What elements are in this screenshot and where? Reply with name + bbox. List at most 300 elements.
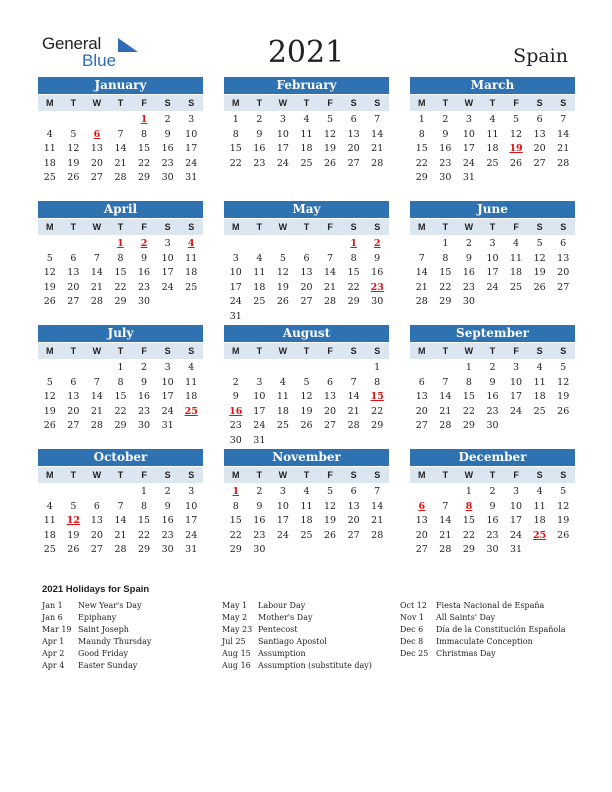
day-cell: 7 xyxy=(374,114,381,125)
weekday-label: S xyxy=(188,222,195,232)
holiday-name: New Year's Day xyxy=(78,601,142,610)
holiday-name: Día de la Constitución Española xyxy=(436,625,566,634)
day-cell: 24 xyxy=(161,281,174,293)
day-cell: 12 xyxy=(324,128,337,140)
day-cell: 6 xyxy=(327,376,334,388)
day-cell: 30 xyxy=(161,544,174,556)
day-cell: 1 xyxy=(141,486,148,497)
day-cell: 20 xyxy=(557,267,570,279)
day-cell: 24 xyxy=(185,157,198,169)
day-cell: 4 xyxy=(279,376,286,388)
month-december xyxy=(410,449,575,558)
day-cell: 17 xyxy=(510,515,523,527)
day-cell: 9 xyxy=(489,500,496,512)
day-cell: 27 xyxy=(90,172,103,184)
month-title: April xyxy=(38,201,203,218)
day-cell: 15 xyxy=(114,391,127,403)
day-cell: 25 xyxy=(185,281,198,293)
empty-cell xyxy=(62,113,86,128)
month-august xyxy=(224,325,389,449)
day-cell: 3 xyxy=(164,238,171,249)
day-cell: 31 xyxy=(462,172,475,184)
day-cell: 6 xyxy=(418,376,425,388)
day-cell: 21 xyxy=(90,405,103,417)
holiday-day-cell: 2 xyxy=(140,238,148,249)
weekday-label: W xyxy=(464,470,474,480)
day-cell: 29 xyxy=(114,296,127,308)
day-cell: 21 xyxy=(90,281,103,293)
month-title: July xyxy=(38,325,203,342)
day-cell: 4 xyxy=(513,238,520,249)
day-cell: 4 xyxy=(188,362,195,373)
day-cell: 10 xyxy=(276,500,289,512)
weekday-label: W xyxy=(464,98,474,108)
day-cell: 17 xyxy=(185,143,198,155)
weekday-label: F xyxy=(327,98,333,108)
day-cell: 22 xyxy=(229,529,242,541)
day-cell: 10 xyxy=(486,252,499,264)
day-cell: 21 xyxy=(371,143,384,155)
empty-cell xyxy=(224,361,248,376)
weekday-header xyxy=(38,95,203,111)
day-cell: 26 xyxy=(67,172,80,184)
weekday-label: M xyxy=(418,470,426,480)
weekday-label: M xyxy=(46,346,54,356)
day-cell: 5 xyxy=(560,362,567,373)
weekday-label: S xyxy=(350,98,357,108)
weekday-label: F xyxy=(513,470,519,480)
day-cell: 18 xyxy=(486,143,499,155)
month-title: January xyxy=(38,77,203,94)
day-cell: 14 xyxy=(439,515,452,527)
day-cell: 13 xyxy=(90,143,103,155)
day-cell: 22 xyxy=(138,157,151,169)
holiday-name: Labour Day xyxy=(258,601,306,610)
country-name: Spain xyxy=(513,45,568,67)
day-cell: 11 xyxy=(510,252,523,264)
day-cell: 7 xyxy=(117,128,124,140)
day-cell: 21 xyxy=(439,529,452,541)
empty-cell xyxy=(109,113,133,128)
holiday-name: Epiphany xyxy=(78,613,117,622)
day-cell: 21 xyxy=(371,515,384,527)
day-cell: 1 xyxy=(374,362,381,373)
day-cell: 9 xyxy=(164,500,171,512)
day-cell: 15 xyxy=(462,515,475,527)
empty-cell xyxy=(434,361,458,376)
day-cell: 26 xyxy=(276,296,289,308)
month-july xyxy=(38,325,203,434)
empty-cell xyxy=(85,485,109,500)
day-cell: 21 xyxy=(557,143,570,155)
weekday-label: T xyxy=(303,222,310,232)
day-cell: 5 xyxy=(279,252,286,264)
day-cell: 21 xyxy=(347,405,360,417)
logo-text-general: General xyxy=(42,34,102,53)
day-cell: 25 xyxy=(300,157,313,169)
day-cell: 18 xyxy=(185,267,198,279)
day-grid xyxy=(38,485,203,558)
weekday-label: S xyxy=(536,346,543,356)
day-cell: 30 xyxy=(138,420,151,432)
day-cell: 22 xyxy=(138,529,151,541)
day-cell: 20 xyxy=(347,143,360,155)
empty-cell xyxy=(410,237,434,252)
day-cell: 11 xyxy=(486,128,499,140)
day-cell: 13 xyxy=(557,252,570,264)
day-cell: 4 xyxy=(303,114,310,125)
day-grid xyxy=(410,485,575,558)
day-cell: 28 xyxy=(114,172,127,184)
day-cell: 10 xyxy=(185,128,198,140)
day-cell: 17 xyxy=(161,267,174,279)
holiday-date: Apr 4 xyxy=(42,661,65,670)
day-cell: 9 xyxy=(442,128,449,140)
month-title: May xyxy=(224,201,389,218)
day-cell: 5 xyxy=(70,128,77,140)
day-grid xyxy=(224,113,389,171)
weekday-label: W xyxy=(278,222,288,232)
day-cell: 16 xyxy=(138,391,151,403)
weekday-label: T xyxy=(256,470,263,480)
month-title: October xyxy=(38,449,203,466)
day-cell: 12 xyxy=(300,391,313,403)
day-cell: 14 xyxy=(371,128,384,140)
holiday-day-cell: 1 xyxy=(140,114,148,125)
day-cell: 10 xyxy=(510,376,523,388)
day-cell: 20 xyxy=(300,281,313,293)
day-cell: 28 xyxy=(371,157,384,169)
holiday-date: Apr 2 xyxy=(42,649,65,658)
day-cell: 16 xyxy=(253,143,266,155)
day-cell: 30 xyxy=(253,544,266,556)
empty-cell xyxy=(318,361,342,376)
day-cell: 6 xyxy=(303,252,310,264)
weekday-header xyxy=(224,343,389,359)
day-cell: 8 xyxy=(141,500,148,512)
day-cell: 19 xyxy=(557,515,570,527)
day-cell: 24 xyxy=(276,157,289,169)
day-cell: 13 xyxy=(415,391,428,403)
day-cell: 10 xyxy=(276,128,289,140)
day-grid xyxy=(38,237,203,310)
day-cell: 12 xyxy=(43,267,56,279)
day-cell: 8 xyxy=(350,252,357,264)
day-cell: 6 xyxy=(93,500,100,512)
holiday-entry xyxy=(42,660,151,672)
day-cell: 24 xyxy=(185,529,198,541)
weekday-header xyxy=(224,467,389,483)
day-cell: 11 xyxy=(276,391,289,403)
day-cell: 18 xyxy=(43,157,56,169)
holiday-date: Dec 25 xyxy=(400,649,429,658)
day-cell: 16 xyxy=(462,267,475,279)
day-cell: 23 xyxy=(138,281,151,293)
weekday-label: W xyxy=(92,470,102,480)
holiday-name: Fiesta Nacional de España xyxy=(436,601,545,610)
empty-cell xyxy=(271,237,295,252)
month-november xyxy=(224,449,389,558)
day-cell: 11 xyxy=(185,252,198,264)
day-cell: 2 xyxy=(141,362,148,373)
empty-cell xyxy=(342,361,366,376)
day-cell: 3 xyxy=(513,486,520,497)
day-cell: 23 xyxy=(229,420,242,432)
holiday-entry xyxy=(400,600,566,612)
month-february xyxy=(224,77,389,171)
day-cell: 2 xyxy=(256,486,263,497)
day-cell: 18 xyxy=(253,281,266,293)
day-cell: 29 xyxy=(138,172,151,184)
day-cell: 12 xyxy=(533,252,546,264)
day-cell: 23 xyxy=(138,405,151,417)
weekday-label: S xyxy=(536,222,543,232)
day-cell: 14 xyxy=(324,267,337,279)
day-cell: 11 xyxy=(300,500,313,512)
day-grid xyxy=(410,361,575,434)
weekday-label: W xyxy=(464,346,474,356)
weekday-label: F xyxy=(513,346,519,356)
day-cell: 16 xyxy=(486,391,499,403)
day-cell: 7 xyxy=(93,252,100,264)
holiday-date: Nov 1 xyxy=(400,613,424,622)
holiday-entry xyxy=(400,624,566,636)
empty-cell xyxy=(318,237,342,252)
holiday-name: Maundy Thursday xyxy=(78,637,152,646)
day-cell: 9 xyxy=(164,128,171,140)
holiday-date: Oct 12 xyxy=(400,601,427,610)
day-cell: 6 xyxy=(70,252,77,264)
holidays-title: 2021 Holidays for Spain xyxy=(42,584,150,595)
day-cell: 20 xyxy=(415,405,428,417)
empty-cell xyxy=(85,113,109,128)
holiday-name: Assumption xyxy=(258,649,306,658)
day-cell: 28 xyxy=(347,420,360,432)
holiday-name: Good Friday xyxy=(78,649,129,658)
holiday-entry xyxy=(222,636,372,648)
empty-cell xyxy=(38,361,62,376)
weekday-label: F xyxy=(141,346,147,356)
day-cell: 25 xyxy=(276,420,289,432)
weekday-header xyxy=(38,219,203,235)
day-grid xyxy=(410,113,575,186)
day-cell: 8 xyxy=(232,128,239,140)
day-cell: 27 xyxy=(67,420,80,432)
month-april xyxy=(38,201,203,310)
weekday-label: F xyxy=(141,98,147,108)
day-cell: 22 xyxy=(462,529,475,541)
day-cell: 7 xyxy=(442,376,449,388)
day-cell: 15 xyxy=(229,143,242,155)
weekday-label: S xyxy=(560,470,567,480)
day-cell: 9 xyxy=(374,252,381,264)
day-cell: 13 xyxy=(67,267,80,279)
day-cell: 31 xyxy=(229,310,242,322)
weekday-label: M xyxy=(418,346,426,356)
day-cell: 20 xyxy=(90,529,103,541)
holiday-name: Mother's Day xyxy=(258,613,313,622)
weekday-label: T xyxy=(303,346,310,356)
weekday-label: S xyxy=(560,222,567,232)
day-cell: 16 xyxy=(138,267,151,279)
weekday-label: T xyxy=(256,222,263,232)
weekday-label: S xyxy=(164,346,171,356)
weekday-label: S xyxy=(374,346,381,356)
day-cell: 6 xyxy=(350,114,357,125)
day-cell: 4 xyxy=(536,362,543,373)
day-cell: 8 xyxy=(232,500,239,512)
day-cell: 29 xyxy=(415,172,428,184)
holiday-day-cell: 25 xyxy=(533,529,547,541)
weekday-label: W xyxy=(278,346,288,356)
day-cell: 25 xyxy=(486,157,499,169)
day-cell: 4 xyxy=(46,500,53,512)
day-cell: 7 xyxy=(350,376,357,388)
weekday-label: M xyxy=(46,98,54,108)
day-cell: 29 xyxy=(347,296,360,308)
weekday-label: T xyxy=(117,346,124,356)
holiday-date: Jan 1 xyxy=(42,601,63,610)
day-cell: 14 xyxy=(439,391,452,403)
day-cell: 8 xyxy=(117,252,124,264)
empty-cell xyxy=(271,361,295,376)
day-cell: 1 xyxy=(465,362,472,373)
holiday-entry xyxy=(222,660,372,672)
day-cell: 4 xyxy=(46,128,53,140)
holiday-day-cell: 16 xyxy=(229,405,243,417)
day-cell: 29 xyxy=(462,420,475,432)
day-cell: 30 xyxy=(486,420,499,432)
day-cell: 26 xyxy=(43,296,56,308)
logo-text-blue: Blue xyxy=(82,51,117,70)
day-cell: 10 xyxy=(462,128,475,140)
weekday-label: S xyxy=(164,470,171,480)
day-cell: 1 xyxy=(465,486,472,497)
holiday-date: Aug 16 xyxy=(222,661,251,670)
day-cell: 21 xyxy=(114,157,127,169)
month-title: June xyxy=(410,201,575,218)
weekday-label: T xyxy=(442,222,449,232)
weekday-header xyxy=(410,467,575,483)
month-title: November xyxy=(224,449,389,466)
day-cell: 30 xyxy=(138,296,151,308)
month-may xyxy=(224,201,389,325)
holiday-date: Jul 25 xyxy=(222,637,246,646)
holiday-entry xyxy=(42,600,151,612)
weekday-label: T xyxy=(489,470,496,480)
day-cell: 13 xyxy=(347,500,360,512)
day-cell: 1 xyxy=(418,114,425,125)
day-cell: 13 xyxy=(347,128,360,140)
holiday-day-cell: 4 xyxy=(187,238,195,249)
day-cell: 10 xyxy=(229,267,242,279)
day-cell: 25 xyxy=(533,405,546,417)
day-cell: 23 xyxy=(161,529,174,541)
day-cell: 11 xyxy=(533,376,546,388)
day-cell: 9 xyxy=(141,376,148,388)
day-cell: 19 xyxy=(324,143,337,155)
day-cell: 30 xyxy=(439,172,452,184)
day-cell: 28 xyxy=(371,529,384,541)
month-january xyxy=(38,77,203,186)
day-cell: 20 xyxy=(347,515,360,527)
day-cell: 24 xyxy=(161,405,174,417)
day-cell: 5 xyxy=(46,252,53,264)
day-cell: 23 xyxy=(253,529,266,541)
holiday-entry xyxy=(222,648,372,660)
day-cell: 16 xyxy=(371,267,384,279)
weekday-label: T xyxy=(442,98,449,108)
day-cell: 12 xyxy=(324,500,337,512)
day-cell: 7 xyxy=(327,252,334,264)
day-cell: 23 xyxy=(161,157,174,169)
day-cell: 13 xyxy=(324,391,337,403)
day-cell: 26 xyxy=(557,405,570,417)
day-cell: 18 xyxy=(43,529,56,541)
day-cell: 3 xyxy=(513,362,520,373)
day-cell: 15 xyxy=(347,267,360,279)
day-cell: 28 xyxy=(439,544,452,556)
empty-cell xyxy=(62,237,86,252)
day-cell: 31 xyxy=(510,544,523,556)
holiday-day-cell: 1 xyxy=(117,238,124,249)
day-cell: 22 xyxy=(415,157,428,169)
day-cell: 23 xyxy=(486,405,499,417)
holiday-entry xyxy=(400,648,566,660)
weekday-label: S xyxy=(560,98,567,108)
holiday-entry xyxy=(222,612,372,624)
weekday-label: T xyxy=(256,98,263,108)
day-cell: 7 xyxy=(442,500,449,512)
day-cell: 19 xyxy=(67,157,80,169)
day-cell: 26 xyxy=(67,544,80,556)
day-cell: 19 xyxy=(67,529,80,541)
day-cell: 15 xyxy=(229,515,242,527)
weekday-label: T xyxy=(256,346,263,356)
day-cell: 13 xyxy=(415,515,428,527)
day-cell: 17 xyxy=(276,515,289,527)
day-grid xyxy=(224,485,389,558)
day-cell: 28 xyxy=(557,157,570,169)
day-grid xyxy=(38,361,203,434)
day-cell: 3 xyxy=(232,252,239,264)
day-cell: 27 xyxy=(557,281,570,293)
month-title: December xyxy=(410,449,575,466)
day-cell: 3 xyxy=(279,486,286,497)
day-cell: 16 xyxy=(439,143,452,155)
weekday-label: F xyxy=(141,470,147,480)
day-cell: 14 xyxy=(557,128,570,140)
day-cell: 5 xyxy=(560,486,567,497)
day-cell: 13 xyxy=(300,267,313,279)
holiday-day-cell: 8 xyxy=(465,500,473,512)
day-cell: 20 xyxy=(67,405,80,417)
holiday-day-cell: 2 xyxy=(373,238,381,249)
holiday-name: Easter Sunday xyxy=(78,661,138,670)
day-cell: 19 xyxy=(276,281,289,293)
empty-cell xyxy=(85,237,109,252)
day-cell: 15 xyxy=(114,267,127,279)
day-cell: 8 xyxy=(418,128,425,140)
day-cell: 18 xyxy=(533,515,546,527)
day-grid xyxy=(410,237,575,310)
weekday-label: S xyxy=(164,98,171,108)
weekday-label: S xyxy=(350,222,357,232)
day-cell: 21 xyxy=(415,281,428,293)
weekday-label: S xyxy=(536,470,543,480)
day-cell: 2 xyxy=(232,376,239,388)
weekday-label: S xyxy=(536,98,543,108)
